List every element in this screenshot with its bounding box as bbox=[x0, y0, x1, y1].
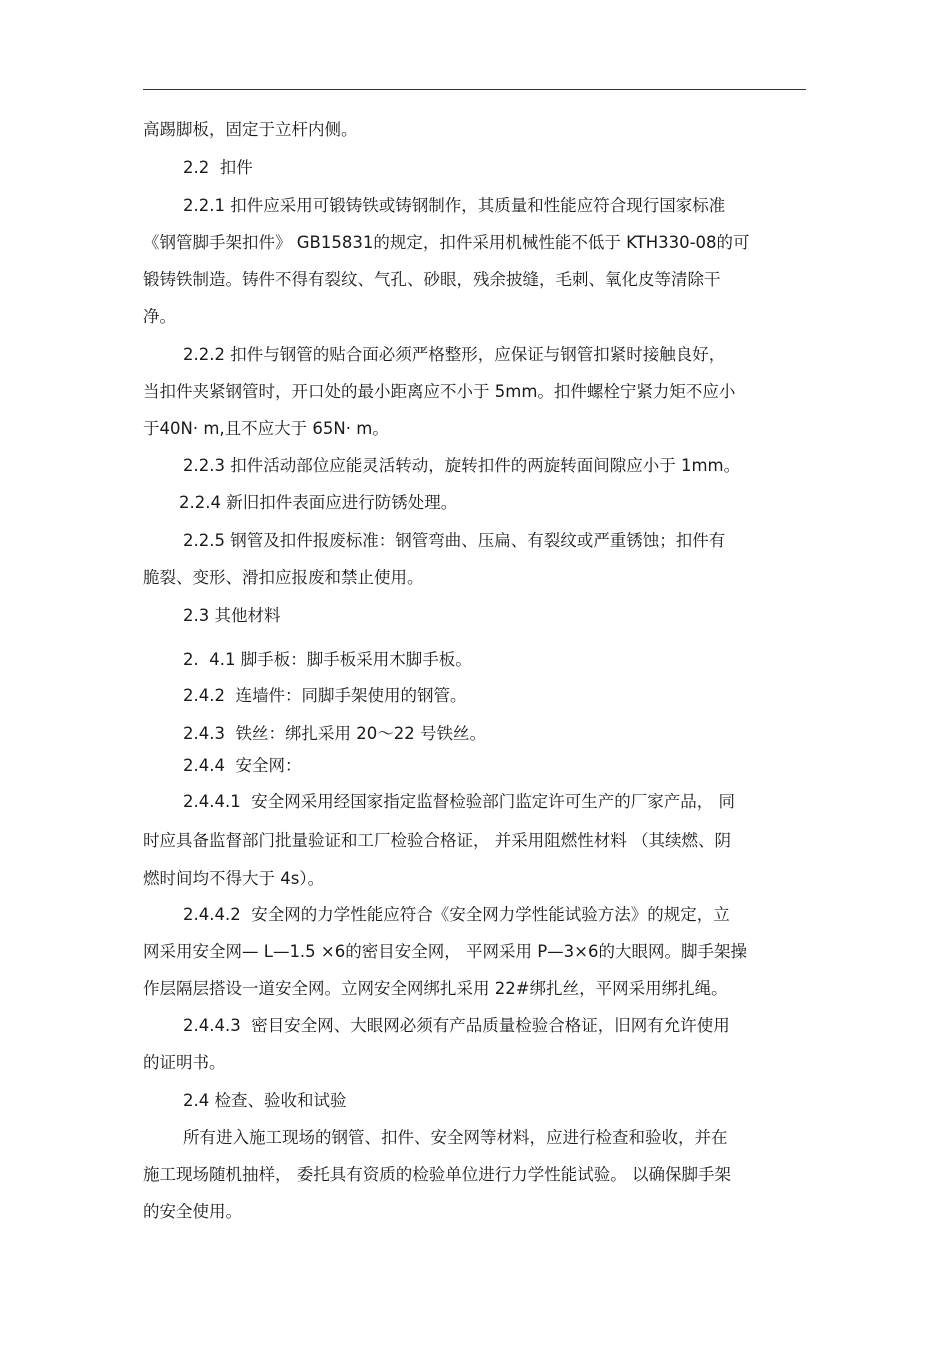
header-rule bbox=[143, 89, 806, 90]
text-line: 2.4.4.1 安全网采用经国家指定监督检验部门监定许可生产的厂家产品， 同 bbox=[183, 792, 735, 811]
text-line: 于40N· m,且不应大于 65N· m。 bbox=[143, 419, 389, 438]
section-heading: 2.2 扣件 bbox=[183, 158, 253, 177]
text-line: 2.4.4 安全网： bbox=[183, 756, 302, 775]
text-line: 《钢管脚手架扣件》 GB15831的规定，扣件采用机械性能不低于 KTH330-08的可 bbox=[143, 233, 750, 252]
text-line: 时应具备监督部门批量验证和工厂检验合格证， 并采用阻燃性材料 （其续燃、阴 bbox=[143, 831, 731, 850]
section-heading: 2.3 其他材料 bbox=[183, 606, 281, 625]
text-line: 2.2.4 新旧扣件表面应进行防锈处理。 bbox=[179, 493, 458, 512]
text-line: 2.2.1 扣件应采用可锻铸铁或铸钢制作，其质量和性能应符合现行国家标准 bbox=[183, 196, 726, 215]
text-line: 2.4.2 连墙件：同脚手架使用的钢管。 bbox=[183, 686, 467, 705]
text-line: 的证明书。 bbox=[143, 1053, 226, 1072]
text-line: 2.4.4.3 密目安全网、大眼网必须有产品质量检验合格证，旧网有允许使用 bbox=[183, 1016, 730, 1035]
text-line: 2.2.2 扣件与钢管的贴合面必须严格整形，应保证与钢管扣紧时接触良好， bbox=[183, 345, 726, 364]
text-line: 高踢脚板，固定于立杆内侧。 bbox=[143, 120, 358, 139]
section-heading: 2.4 检查、验收和试验 bbox=[183, 1091, 347, 1110]
text-line: 网采用安全网— L—1.5 ×6的密目安全网， 平网采用 P—3×6的大眼网。脚手架操 bbox=[143, 942, 748, 961]
text-line: 2. 4.1 脚手板：脚手板采用木脚手板。 bbox=[183, 650, 472, 669]
text-line: 锻铸铁制造。铸件不得有裂纹、气孔、砂眼，残余披缝，毛刺、氧化皮等清除干 bbox=[143, 270, 721, 289]
text-line: 的安全使用。 bbox=[143, 1202, 242, 1221]
text-line: 2.4.4.2 安全网的力学性能应符合《安全网力学性能试验方法》的规定，立 bbox=[183, 905, 730, 924]
text-line: 作层隔层搭设一道安全网。立网安全网绑扎采用 22#绑扎丝，平网采用绑扎绳。 bbox=[143, 979, 728, 998]
text-line: 2.2.3 扣件活动部位应能灵活转动，旋转扣件的两旋转面间隙应小于 1mm。 bbox=[183, 456, 741, 475]
text-line: 2.4.3 铁丝：绑扎采用 20～22 号铁丝。 bbox=[183, 724, 486, 743]
text-line: 施工现场随机抽样， 委托具有资质的检验单位进行力学性能试验。 以确保脚手架 bbox=[143, 1165, 731, 1184]
text-line: 2.2.5 钢管及扣件报废标准：钢管弯曲、压扁、有裂纹或严重锈蚀；扣件有 bbox=[183, 531, 726, 550]
text-line: 所有进入施工现场的钢管、扣件、安全网等材料，应进行检查和验收，并在 bbox=[183, 1128, 728, 1147]
text-line: 脆裂、变形、滑扣应报废和禁止使用。 bbox=[143, 568, 424, 587]
text-line: 当扣件夹紧钢管时，开口处的最小距离应不小于 5mm。扣件螺栓宁紧力矩不应小 bbox=[143, 382, 736, 401]
text-line: 燃时间均不得大于 4s）。 bbox=[143, 869, 325, 888]
text-line: 净。 bbox=[143, 307, 176, 326]
